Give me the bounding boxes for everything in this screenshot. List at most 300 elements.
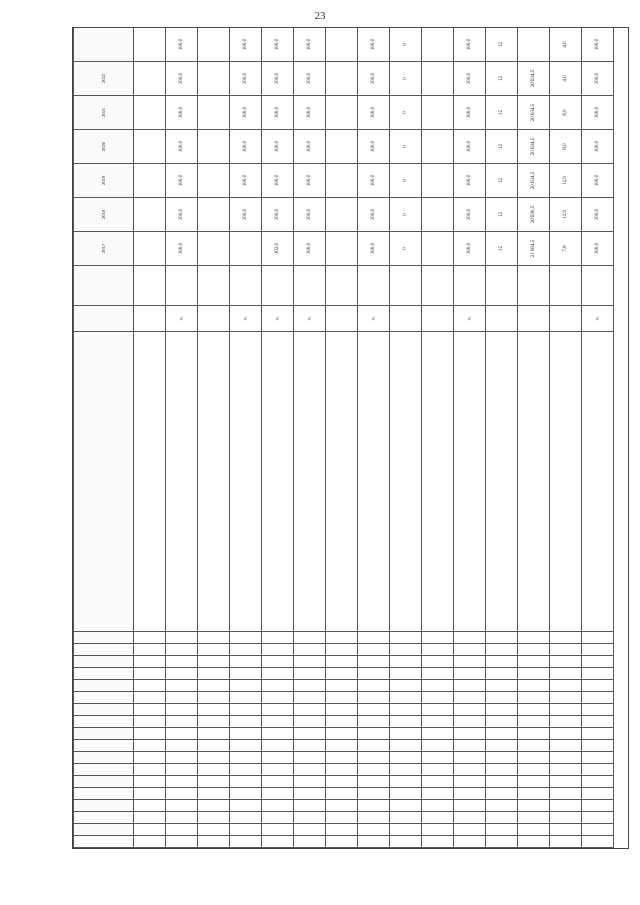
code-cell	[550, 728, 582, 740]
code-cell	[486, 740, 518, 752]
code-cell	[326, 668, 358, 680]
code-cell	[230, 812, 262, 824]
column-header	[74, 306, 134, 332]
unit-cell: %	[358, 306, 390, 332]
value-cell: 100,0	[294, 130, 326, 164]
code-cell	[262, 824, 294, 836]
table-row	[294, 27, 326, 848]
value-cell: 100,0	[166, 232, 198, 266]
code-cell	[358, 836, 390, 848]
code-cell	[518, 788, 550, 800]
code-cell	[358, 788, 390, 800]
code-cell	[518, 680, 550, 692]
code-cell	[518, 692, 550, 704]
value-cell: 0	[390, 96, 422, 130]
code-cell	[550, 692, 582, 704]
code-cell	[582, 704, 614, 716]
code-cell	[518, 752, 550, 764]
code-cell	[422, 740, 454, 752]
code-cell	[518, 824, 550, 836]
code-cell	[326, 692, 358, 704]
code-cell	[582, 764, 614, 776]
column-header	[74, 266, 134, 306]
unit-cell	[326, 306, 358, 332]
column-header	[74, 704, 134, 716]
unit-cell	[198, 306, 230, 332]
table-row	[358, 27, 390, 848]
column-header: 2019	[74, 164, 134, 198]
code-cell	[262, 644, 294, 656]
indicator-description	[262, 332, 294, 632]
value-cell: 100,0	[166, 164, 198, 198]
code-cell	[582, 824, 614, 836]
code-cell	[134, 716, 166, 728]
code-cell	[486, 644, 518, 656]
value-cell	[134, 266, 166, 306]
code-cell	[358, 632, 390, 644]
code-cell	[582, 776, 614, 788]
value-cell: 100,0	[230, 198, 262, 232]
code-cell	[262, 752, 294, 764]
value-cell: 12	[486, 198, 518, 232]
code-cell	[358, 656, 390, 668]
code-cell	[230, 680, 262, 692]
value-cell	[262, 266, 294, 306]
code-cell	[166, 812, 198, 824]
value-cell: 12	[486, 232, 518, 266]
value-cell	[422, 130, 454, 164]
column-header	[74, 824, 134, 836]
table-row	[422, 27, 454, 848]
code-cell	[262, 716, 294, 728]
value-cell: 0	[390, 130, 422, 164]
value-cell: 20 634,5	[518, 164, 550, 198]
code-cell	[134, 764, 166, 776]
value-cell	[422, 62, 454, 96]
code-cell	[294, 788, 326, 800]
code-cell	[390, 812, 422, 824]
code-cell	[582, 836, 614, 848]
value-cell: 100,0	[294, 96, 326, 130]
code-cell	[550, 704, 582, 716]
value-cell: 100,0	[294, 198, 326, 232]
code-cell	[230, 728, 262, 740]
table-body	[134, 27, 614, 848]
code-cell	[198, 800, 230, 812]
code-cell	[486, 668, 518, 680]
code-cell	[582, 668, 614, 680]
code-cell	[198, 656, 230, 668]
code-cell	[166, 752, 198, 764]
value-cell: 100,0	[262, 198, 294, 232]
value-cell: 0	[390, 28, 422, 62]
value-cell	[358, 266, 390, 306]
code-cell	[582, 800, 614, 812]
code-cell	[326, 644, 358, 656]
value-cell	[198, 28, 230, 62]
code-cell	[518, 668, 550, 680]
value-cell	[390, 266, 422, 306]
value-cell	[422, 198, 454, 232]
value-cell: 12	[486, 164, 518, 198]
table-header	[74, 27, 134, 848]
unit-cell: %	[454, 306, 486, 332]
value-cell: 100,0	[230, 28, 262, 62]
code-cell	[134, 632, 166, 644]
value-cell	[134, 28, 166, 62]
code-cell	[582, 644, 614, 656]
value-cell	[326, 266, 358, 306]
unit-cell	[518, 306, 550, 332]
code-cell	[294, 812, 326, 824]
code-cell	[422, 704, 454, 716]
column-header	[74, 668, 134, 680]
code-cell	[134, 728, 166, 740]
code-cell	[262, 692, 294, 704]
column-header: 2022	[74, 62, 134, 96]
code-cell	[550, 764, 582, 776]
code-cell	[454, 788, 486, 800]
code-cell	[230, 824, 262, 836]
value-cell: 100,0	[294, 62, 326, 96]
table-row	[486, 27, 518, 848]
code-cell	[326, 716, 358, 728]
value-cell	[134, 164, 166, 198]
code-cell	[326, 836, 358, 848]
code-cell	[230, 692, 262, 704]
code-cell	[326, 812, 358, 824]
code-cell	[230, 764, 262, 776]
value-cell: 100,0	[166, 96, 198, 130]
code-cell	[166, 728, 198, 740]
indicator-description	[166, 332, 198, 632]
table-row	[134, 27, 166, 848]
code-cell	[390, 632, 422, 644]
indicators-table	[73, 27, 614, 848]
column-header	[74, 632, 134, 644]
code-cell	[422, 800, 454, 812]
code-cell	[326, 704, 358, 716]
code-cell	[390, 740, 422, 752]
unit-cell: %	[230, 306, 262, 332]
column-header	[74, 776, 134, 788]
code-cell	[294, 800, 326, 812]
code-cell	[166, 632, 198, 644]
code-cell	[518, 656, 550, 668]
code-cell	[134, 788, 166, 800]
value-cell: 100,0	[582, 96, 614, 130]
value-cell	[134, 130, 166, 164]
code-cell	[390, 656, 422, 668]
code-cell	[390, 764, 422, 776]
code-cell	[294, 668, 326, 680]
code-cell	[390, 680, 422, 692]
value-cell: 100,0	[358, 96, 390, 130]
value-cell	[582, 266, 614, 306]
value-cell: 20 634,5	[518, 130, 550, 164]
code-cell	[262, 680, 294, 692]
code-cell	[358, 740, 390, 752]
code-cell	[134, 668, 166, 680]
value-cell: 20 630,5	[518, 198, 550, 232]
code-cell	[262, 776, 294, 788]
value-cell	[326, 198, 358, 232]
code-cell	[486, 752, 518, 764]
value-cell	[198, 130, 230, 164]
code-cell	[422, 812, 454, 824]
code-cell	[230, 740, 262, 752]
value-cell: 100,0	[454, 164, 486, 198]
code-cell	[134, 644, 166, 656]
value-cell	[134, 27, 166, 28]
code-cell	[486, 812, 518, 824]
value-cell: 100,0	[166, 28, 198, 62]
value-cell: 100,0	[582, 62, 614, 96]
code-cell	[390, 776, 422, 788]
column-header	[74, 644, 134, 656]
value-cell: 100,0	[262, 130, 294, 164]
value-cell	[198, 232, 230, 266]
code-cell	[486, 836, 518, 848]
code-cell	[358, 680, 390, 692]
column-header	[74, 740, 134, 752]
code-cell	[390, 824, 422, 836]
code-cell	[166, 668, 198, 680]
value-cell: 12	[486, 130, 518, 164]
code-cell	[454, 680, 486, 692]
code-cell	[454, 632, 486, 644]
code-cell	[294, 764, 326, 776]
value-cell: 100,0	[582, 232, 614, 266]
code-cell	[166, 656, 198, 668]
code-cell	[518, 644, 550, 656]
code-cell	[454, 752, 486, 764]
code-cell	[294, 656, 326, 668]
unit-cell: %	[294, 306, 326, 332]
code-cell	[326, 632, 358, 644]
code-cell	[582, 680, 614, 692]
value-cell: 100,0	[294, 164, 326, 198]
rotated-table-container	[72, 38, 640, 849]
column-header	[74, 836, 134, 848]
code-cell	[486, 824, 518, 836]
code-cell	[582, 632, 614, 644]
code-cell	[422, 632, 454, 644]
code-cell	[582, 656, 614, 668]
code-cell	[454, 728, 486, 740]
code-cell	[198, 668, 230, 680]
value-cell	[326, 28, 358, 62]
column-header	[74, 728, 134, 740]
code-cell	[294, 644, 326, 656]
value-cell: 100,0	[358, 28, 390, 62]
code-cell	[454, 764, 486, 776]
code-cell	[230, 836, 262, 848]
code-cell	[582, 788, 614, 800]
code-cell	[422, 836, 454, 848]
code-cell	[518, 812, 550, 824]
table-row	[326, 27, 358, 848]
code-cell	[326, 656, 358, 668]
value-cell: 100,0	[166, 198, 198, 232]
column-header	[74, 28, 134, 62]
value-cell	[326, 130, 358, 164]
value-cell: 21 604,5	[518, 232, 550, 266]
code-cell	[390, 644, 422, 656]
value-cell: 100,0	[454, 198, 486, 232]
value-cell: 0	[390, 232, 422, 266]
code-cell	[518, 836, 550, 848]
value-cell	[198, 198, 230, 232]
code-cell	[262, 788, 294, 800]
code-cell	[134, 776, 166, 788]
value-cell	[518, 28, 550, 62]
code-cell	[262, 668, 294, 680]
code-cell	[134, 704, 166, 716]
code-cell	[262, 632, 294, 644]
code-cell	[486, 632, 518, 644]
code-cell	[198, 644, 230, 656]
code-cell	[326, 788, 358, 800]
code-cell	[294, 728, 326, 740]
code-cell	[230, 668, 262, 680]
code-cell	[294, 632, 326, 644]
unit-cell	[486, 306, 518, 332]
code-cell	[358, 776, 390, 788]
code-cell	[454, 656, 486, 668]
code-cell	[294, 824, 326, 836]
code-cell	[358, 692, 390, 704]
code-cell	[294, 716, 326, 728]
code-cell	[422, 692, 454, 704]
column-header	[74, 788, 134, 800]
program-indicators-table	[72, 27, 629, 849]
value-cell	[134, 96, 166, 130]
code-cell	[454, 776, 486, 788]
table-row	[518, 27, 550, 848]
code-cell	[198, 812, 230, 824]
code-cell	[550, 776, 582, 788]
table-row	[262, 27, 294, 848]
code-cell	[326, 752, 358, 764]
code-cell	[198, 704, 230, 716]
value-cell: 7,8	[550, 232, 582, 266]
code-cell	[326, 800, 358, 812]
unit-cell	[550, 306, 582, 332]
value-cell: 100,0	[262, 62, 294, 96]
code-cell	[358, 812, 390, 824]
value-cell: 100,0	[454, 28, 486, 62]
column-header	[74, 800, 134, 812]
value-cell: 100,0	[358, 232, 390, 266]
value-cell	[326, 232, 358, 266]
column-header	[74, 764, 134, 776]
value-cell: 100,0	[358, 198, 390, 232]
value-cell	[134, 62, 166, 96]
code-cell	[358, 728, 390, 740]
code-cell	[518, 716, 550, 728]
code-cell	[166, 716, 198, 728]
indicator-description	[134, 332, 166, 632]
code-cell	[550, 632, 582, 644]
value-cell	[134, 198, 166, 232]
table-row	[230, 27, 262, 848]
code-cell	[486, 692, 518, 704]
code-cell	[518, 740, 550, 752]
table-row	[454, 27, 486, 848]
value-cell	[294, 266, 326, 306]
code-cell	[166, 836, 198, 848]
code-cell	[518, 632, 550, 644]
value-cell	[454, 266, 486, 306]
code-cell	[358, 800, 390, 812]
value-cell: 12,9	[550, 164, 582, 198]
code-cell	[166, 692, 198, 704]
code-cell	[422, 752, 454, 764]
code-cell	[358, 644, 390, 656]
code-cell	[198, 824, 230, 836]
code-cell	[422, 668, 454, 680]
value-cell: 100,0	[582, 164, 614, 198]
code-cell	[390, 836, 422, 848]
value-cell: 20 634,5	[518, 96, 550, 130]
code-cell	[454, 740, 486, 752]
code-cell	[582, 728, 614, 740]
code-cell	[422, 680, 454, 692]
code-cell	[390, 704, 422, 716]
page-number: 23	[314, 10, 326, 22]
indicator-description	[390, 332, 422, 632]
value-cell: 100,0	[582, 130, 614, 164]
code-cell	[262, 800, 294, 812]
value-cell: 12	[486, 96, 518, 130]
code-cell	[198, 632, 230, 644]
code-cell	[198, 692, 230, 704]
code-cell	[326, 776, 358, 788]
value-cell: 100,0	[294, 232, 326, 266]
code-cell	[454, 644, 486, 656]
code-cell	[454, 692, 486, 704]
code-cell	[390, 692, 422, 704]
code-cell	[166, 644, 198, 656]
column-header	[74, 692, 134, 704]
value-cell	[422, 266, 454, 306]
table-row	[582, 27, 614, 848]
code-cell	[390, 752, 422, 764]
code-cell	[134, 836, 166, 848]
code-cell	[422, 716, 454, 728]
value-cell: 102,0	[262, 232, 294, 266]
value-cell: 4,0	[550, 28, 582, 62]
code-cell	[134, 800, 166, 812]
code-cell	[358, 752, 390, 764]
value-cell: 100,0	[582, 28, 614, 62]
code-cell	[230, 644, 262, 656]
code-cell	[294, 692, 326, 704]
code-cell	[454, 836, 486, 848]
value-cell	[486, 266, 518, 306]
value-cell: 100,0	[230, 96, 262, 130]
code-cell	[550, 824, 582, 836]
code-cell	[294, 836, 326, 848]
value-cell: 8,0	[550, 130, 582, 164]
code-cell	[134, 824, 166, 836]
value-cell: 0	[390, 62, 422, 96]
code-cell	[294, 776, 326, 788]
code-cell	[454, 668, 486, 680]
value-cell: 12	[486, 62, 518, 96]
code-cell	[262, 656, 294, 668]
